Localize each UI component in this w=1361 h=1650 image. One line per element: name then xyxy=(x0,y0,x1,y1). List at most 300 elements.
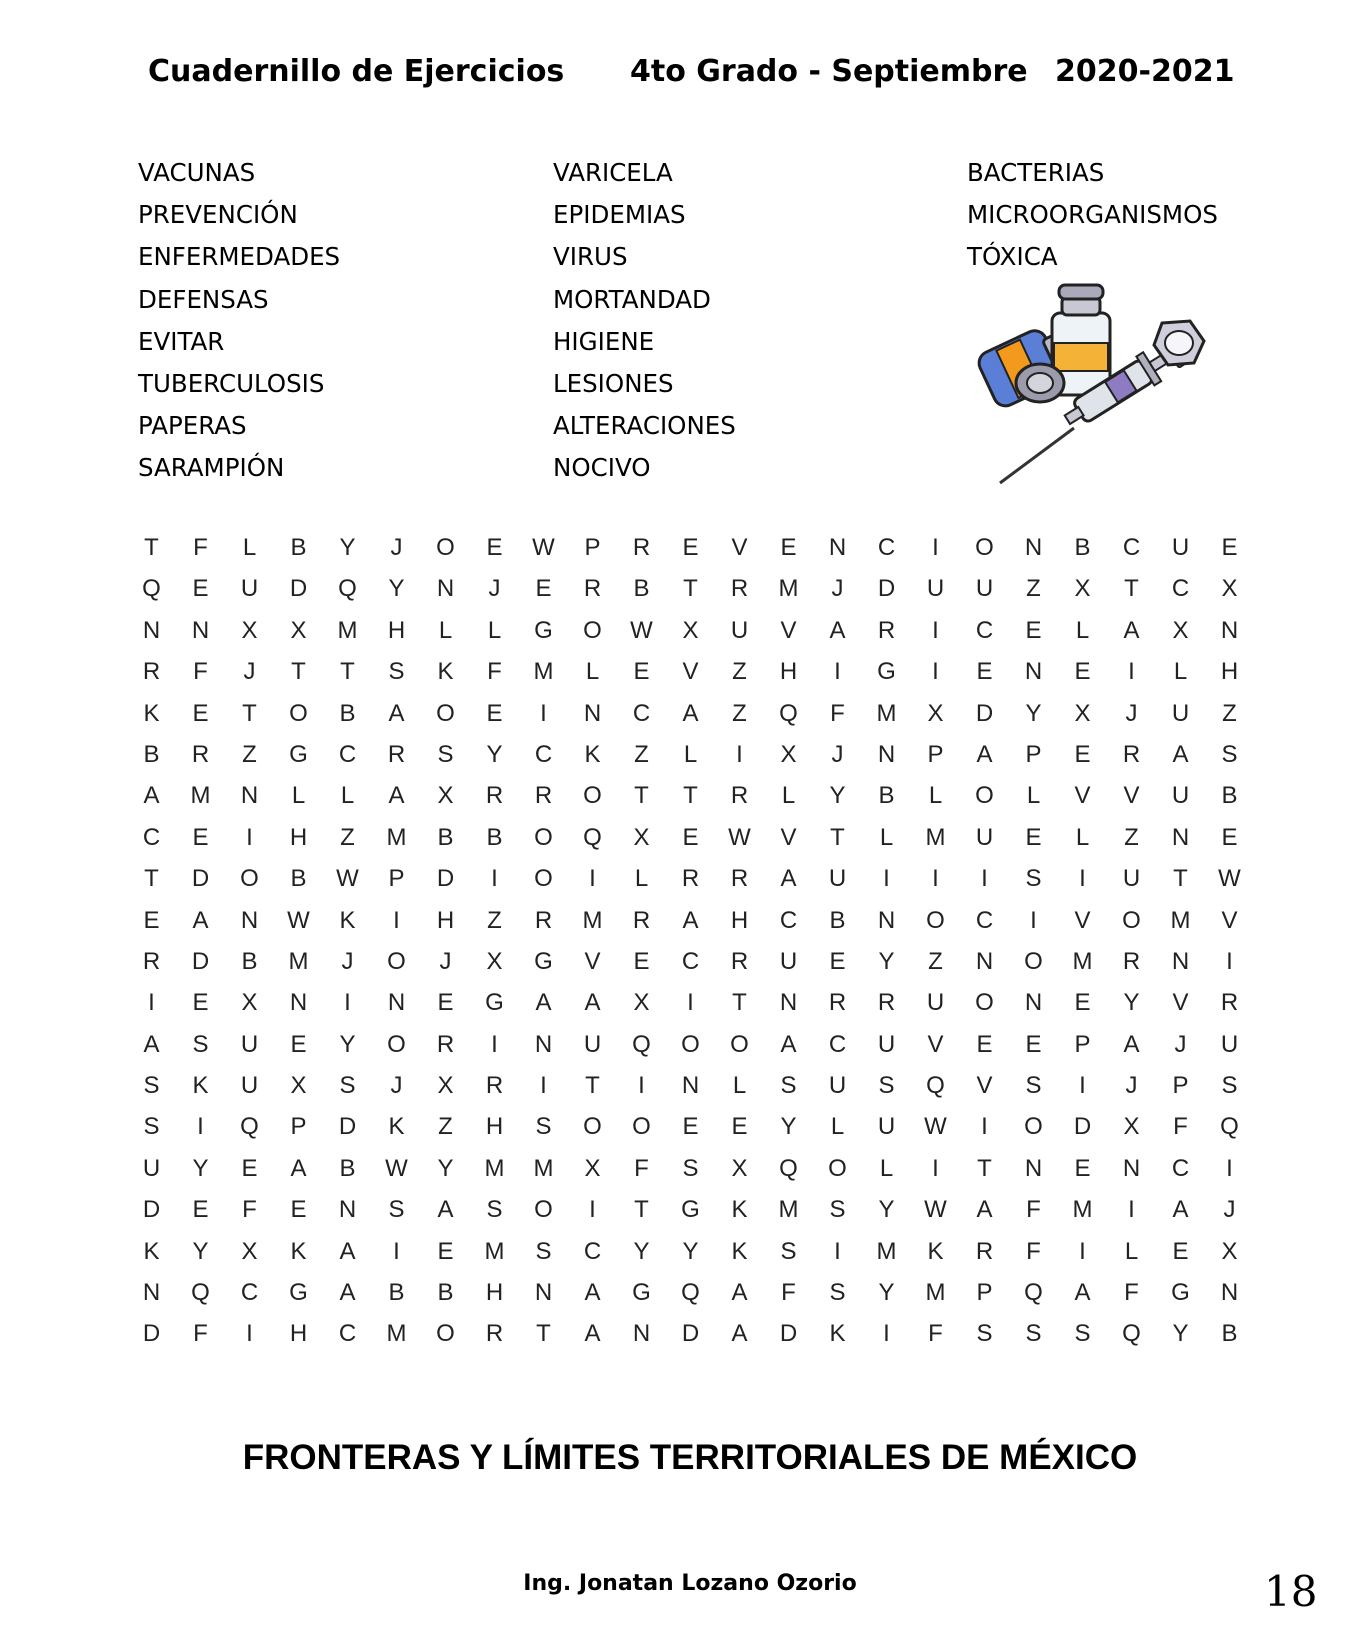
grid-letter: B xyxy=(1221,1320,1238,1348)
grid-letter: H xyxy=(730,906,749,934)
grid-letter: D xyxy=(877,575,896,603)
grid-letter: G xyxy=(289,1279,308,1307)
grid-letter: R xyxy=(730,782,749,810)
grid-letter: C xyxy=(975,616,994,644)
word-list-column-1 xyxy=(138,152,340,490)
grid-letter: S xyxy=(780,1072,797,1100)
grid-letter: N xyxy=(436,575,455,603)
grid-letter: E xyxy=(241,1154,258,1182)
grid-letter: M xyxy=(925,823,946,851)
grid-letter: N xyxy=(534,1030,553,1058)
grid-letter: X xyxy=(1221,1237,1238,1265)
grid-letter: E xyxy=(1025,1030,1042,1058)
grid-letter: O xyxy=(828,1154,847,1182)
grid-letter: A xyxy=(1123,616,1140,644)
grid-letter: A xyxy=(731,1320,748,1348)
grid-letter: Q xyxy=(1122,1320,1141,1348)
grid-letter: U xyxy=(877,1030,896,1058)
grid-letter: V xyxy=(1074,782,1091,810)
grid-letter: D xyxy=(338,1113,357,1141)
grid-letter: T xyxy=(291,658,306,686)
grid-letter: O xyxy=(583,782,602,810)
grid-letter: S xyxy=(1025,1072,1042,1100)
grid-letter: Y xyxy=(339,534,356,561)
grid-letter: F xyxy=(242,1196,257,1224)
grid-letter: R xyxy=(975,1237,994,1265)
grid-letter: T xyxy=(634,782,649,810)
grid-letter: R xyxy=(877,989,896,1017)
grid-letter: R xyxy=(142,658,161,686)
grid-letter: W xyxy=(1218,865,1241,893)
grid-letter: R xyxy=(1220,989,1239,1017)
grid-letter: T xyxy=(634,1196,649,1224)
grid-letter: R xyxy=(632,906,651,934)
grid-letter: I xyxy=(197,1113,204,1141)
grid-letter: O xyxy=(1024,1113,1043,1141)
grid-letter: X xyxy=(584,1154,601,1182)
grid-letter: G xyxy=(1171,1279,1190,1307)
grid-letter: Q xyxy=(240,1113,259,1141)
grid-letter: A xyxy=(829,616,846,644)
grid-letter: P xyxy=(1172,1072,1189,1100)
grid-letter: Z xyxy=(242,740,257,768)
grid-letter: S xyxy=(829,1279,846,1307)
grid-letter: I xyxy=(1128,658,1135,686)
grid-letter: N xyxy=(142,1279,161,1307)
grid-letter: V xyxy=(927,1030,944,1058)
grid-letter: F xyxy=(193,534,208,561)
grid-letter: G xyxy=(534,616,553,644)
grid-letter: X xyxy=(290,616,307,644)
grid-letter: D xyxy=(289,575,308,603)
grid-letter: R xyxy=(142,947,161,975)
grid-letter: D xyxy=(681,1320,700,1348)
grid-letter: Z xyxy=(1124,823,1139,851)
word-item: MORTANDAD xyxy=(553,284,711,314)
grid-letter: X xyxy=(437,782,454,810)
grid-letter: E xyxy=(486,534,503,561)
grid-letter: J xyxy=(390,534,403,561)
grid-letter: N xyxy=(240,906,259,934)
grid-letter: L xyxy=(1026,782,1041,810)
word-item: ENFERMEDADES xyxy=(138,242,341,272)
grid-letter: U xyxy=(828,865,847,893)
grid-letter: I xyxy=(246,1320,253,1348)
grid-letter: Y xyxy=(829,782,846,810)
grid-letter: A xyxy=(1172,1196,1189,1224)
grid-letter: L xyxy=(487,616,502,644)
grid-letter: C xyxy=(338,1320,357,1348)
grid-letter: D xyxy=(436,865,455,893)
grid-letter: Y xyxy=(1025,699,1042,727)
grid-letter: K xyxy=(290,1237,307,1265)
grid-letter: I xyxy=(246,823,253,851)
grid-letter: N xyxy=(289,989,308,1017)
grid-letter: O xyxy=(632,1113,651,1141)
grid-letter: K xyxy=(584,740,601,768)
grid-letter: K xyxy=(829,1320,846,1348)
grid-letter: U xyxy=(926,989,945,1017)
grid-letter: Q xyxy=(632,1030,651,1058)
grid-letter: Z xyxy=(634,740,649,768)
grid-letter: F xyxy=(781,1279,796,1307)
grid-letter: K xyxy=(388,1113,405,1141)
grid-letter: D xyxy=(142,1196,161,1224)
grid-letter: V xyxy=(682,658,699,686)
grid-letter: R xyxy=(730,947,749,975)
grid-letter: L xyxy=(1124,1237,1139,1265)
grid-letter: I xyxy=(1030,906,1037,934)
grid-letter: C xyxy=(1171,1154,1190,1182)
word-item: SARAMPIÓN xyxy=(138,453,285,483)
grid-letter: R xyxy=(730,575,749,603)
grid-letter: O xyxy=(681,1030,700,1058)
grid-letter: N xyxy=(1024,1154,1043,1182)
grid-letter: T xyxy=(732,989,747,1017)
grid-letter: S xyxy=(143,1072,160,1100)
grid-letter: F xyxy=(487,658,502,686)
grid-letter: G xyxy=(877,658,896,686)
grid-letter: N xyxy=(1171,823,1190,851)
grid-letter: N xyxy=(583,699,602,727)
grid-letter: U xyxy=(240,575,259,603)
grid-letter: U xyxy=(779,947,798,975)
grid-letter: L xyxy=(340,782,355,810)
grid-letter: V xyxy=(1123,782,1140,810)
grid-letter: Y xyxy=(780,1113,797,1141)
grid-letter: X xyxy=(241,989,258,1017)
grid-letter: Y xyxy=(388,575,405,603)
grid-letter: X xyxy=(290,1072,307,1100)
grid-letter: M xyxy=(876,1237,897,1265)
grid-letter: Y xyxy=(682,1237,699,1265)
grid-letter: T xyxy=(585,1072,600,1100)
grid-letter: U xyxy=(240,1072,259,1100)
grid-letter: L xyxy=(928,782,943,810)
grid-letter: Q xyxy=(191,1279,210,1307)
grid-letter: M xyxy=(778,575,799,603)
grid-letter: R xyxy=(730,865,749,893)
grid-letter: Q xyxy=(681,1279,700,1307)
grid-letter: S xyxy=(535,1113,552,1141)
grid-letter: R xyxy=(485,1072,504,1100)
grid-letter: X xyxy=(633,823,650,851)
grid-letter: E xyxy=(1172,1237,1189,1265)
grid-letter: X xyxy=(1074,575,1091,603)
page-header xyxy=(0,54,1361,98)
grid-letter: U xyxy=(730,616,749,644)
word-item: BACTERIAS xyxy=(967,158,1105,187)
grid-letter: O xyxy=(730,1030,749,1058)
grid-letter: K xyxy=(143,699,160,727)
grid-letter: H xyxy=(289,823,308,851)
grid-letter: X xyxy=(682,616,699,644)
grid-letter: R xyxy=(387,740,406,768)
grid-letter: B xyxy=(290,534,307,561)
grid-letter: X xyxy=(1074,699,1091,727)
grid-letter: X xyxy=(486,947,503,975)
grid-letter: G xyxy=(534,947,553,975)
grid-letter: M xyxy=(1170,906,1191,934)
grid-letter: Y xyxy=(878,947,895,975)
grid-letter: C xyxy=(975,906,994,934)
grid-letter: X xyxy=(1123,1113,1140,1141)
grid-letter: C xyxy=(583,1237,602,1265)
grid-letter: Q xyxy=(142,575,161,603)
grid-letter: A xyxy=(1172,740,1189,768)
grid-letter: R xyxy=(436,1030,455,1058)
grid-letter: Z xyxy=(438,1113,453,1141)
grid-letter: L xyxy=(781,782,796,810)
grid-letter: V xyxy=(976,1072,993,1100)
grid-letter: O xyxy=(1122,906,1141,934)
grid-letter: B xyxy=(878,782,895,810)
grid-letter: A xyxy=(143,1030,160,1058)
grid-letter: E xyxy=(1074,658,1091,686)
grid-letter: F xyxy=(928,1320,943,1348)
grid-letter: I xyxy=(1128,1196,1135,1224)
grid-letter: E xyxy=(290,1030,307,1058)
grid-letter: J xyxy=(1223,1196,1236,1224)
grid-letter: I xyxy=(932,616,939,644)
grid-letter: W xyxy=(532,534,555,561)
grid-letter: F xyxy=(1173,1113,1188,1141)
grid-letter: U xyxy=(975,823,994,851)
grid-letter: A xyxy=(339,1237,356,1265)
grid-letter: K xyxy=(339,906,356,934)
grid-letter: C xyxy=(828,1030,847,1058)
grid-letter: Z xyxy=(928,947,943,975)
grid-letter: E xyxy=(976,1030,993,1058)
grid-letter: C xyxy=(779,906,798,934)
grid-letter: I xyxy=(932,865,939,893)
grid-letter: E xyxy=(682,823,699,851)
grid-letter: I xyxy=(638,1072,645,1100)
grade-month: 4to Grado - Septiembre xyxy=(630,54,1028,89)
grid-letter: J xyxy=(488,575,501,603)
grid-letter: O xyxy=(436,1320,455,1348)
grid-letter: Y xyxy=(192,1237,209,1265)
grid-letter: T xyxy=(536,1320,551,1348)
grid-letter: Q xyxy=(1024,1279,1043,1307)
grid-letter: A xyxy=(1123,1030,1140,1058)
grid-letter: S xyxy=(339,1072,356,1100)
grid-letter: V xyxy=(584,947,601,975)
grid-letter: R xyxy=(828,989,847,1017)
grid-letter: Y xyxy=(1172,1320,1189,1348)
grid-letter: O xyxy=(240,865,259,893)
grid-letter: W xyxy=(385,1154,408,1182)
grid-letter: S xyxy=(437,740,454,768)
grid-letter: E xyxy=(780,534,797,561)
grid-letter: I xyxy=(736,740,743,768)
grid-letter: N xyxy=(681,1072,700,1100)
grid-letter: P xyxy=(290,1113,307,1141)
grid-letter: Z xyxy=(732,658,747,686)
grid-letter: S xyxy=(486,1196,503,1224)
grid-letter: M xyxy=(288,947,309,975)
grid-letter: R xyxy=(632,534,651,561)
grid-letter: T xyxy=(977,1154,992,1182)
grid-letter: U xyxy=(1171,782,1190,810)
grid-letter: A xyxy=(584,1279,601,1307)
word-search-grid xyxy=(127,527,1254,1355)
grid-letter: A xyxy=(388,699,405,727)
grid-letter: A xyxy=(584,989,601,1017)
grid-letter: O xyxy=(975,534,994,561)
grid-letter: C xyxy=(338,740,357,768)
grid-letter: F xyxy=(1124,1279,1139,1307)
grid-letter: D xyxy=(1073,1113,1092,1141)
word-item: DEFENSAS xyxy=(138,284,269,314)
grid-letter: X xyxy=(927,699,944,727)
grid-letter: P xyxy=(584,534,601,561)
grid-letter: L xyxy=(732,1072,747,1100)
grid-letter: F xyxy=(193,658,208,686)
grid-letter: S xyxy=(1025,865,1042,893)
grid-letter: I xyxy=(589,1196,596,1224)
grid-letter: I xyxy=(491,1030,498,1058)
grid-letter: A xyxy=(437,1196,454,1224)
grid-letter: I xyxy=(883,865,890,893)
grid-letter: I xyxy=(883,1320,890,1348)
grid-letter: U xyxy=(1122,865,1141,893)
grid-letter: A xyxy=(1074,1279,1091,1307)
grid-letter: N xyxy=(828,534,847,561)
grid-letter: W xyxy=(924,1113,947,1141)
word-item: TÓXICA xyxy=(967,242,1058,272)
grid-letter: R xyxy=(583,575,602,603)
grid-letter: U xyxy=(828,1072,847,1100)
grid-letter: N xyxy=(1220,616,1239,644)
grid-letter: W xyxy=(728,823,751,851)
school-year: 2020-2021 xyxy=(1055,54,1235,89)
word-item: EPIDEMIAS xyxy=(553,200,686,230)
grid-letter: B xyxy=(486,823,503,851)
grid-letter: A xyxy=(976,1196,993,1224)
grid-letter: I xyxy=(1226,1154,1233,1182)
grid-letter: I xyxy=(540,699,547,727)
grid-letter: R xyxy=(534,782,553,810)
grid-letter: E xyxy=(1221,823,1238,851)
grid-letter: T xyxy=(144,865,159,893)
grid-letter: H xyxy=(387,616,406,644)
grid-letter: R xyxy=(681,865,700,893)
grid-letter: C xyxy=(877,534,896,561)
grid-letter: S xyxy=(829,1196,846,1224)
grid-letter: R xyxy=(191,740,210,768)
grid-letter: H xyxy=(485,1279,504,1307)
grid-letter: M xyxy=(876,699,897,727)
word-item: HIGIENE xyxy=(553,326,655,356)
grid-letter: I xyxy=(981,865,988,893)
grid-letter: K xyxy=(731,1237,748,1265)
grid-letter: F xyxy=(634,1154,649,1182)
grid-letter: M xyxy=(925,1279,946,1307)
grid-letter: N xyxy=(1024,658,1043,686)
word-list-column-3 xyxy=(967,152,1218,279)
grid-letter: A xyxy=(731,1279,748,1307)
word-item: TUBERCULOSIS xyxy=(138,368,325,398)
grid-letter: N xyxy=(1220,1279,1239,1307)
grid-letter: B xyxy=(241,947,258,975)
word-item: ALTERACIONES xyxy=(553,411,736,441)
grid-letter: I xyxy=(491,865,498,893)
grid-letter: S xyxy=(780,1237,797,1265)
grid-letter: T xyxy=(340,658,355,686)
grid-letter: S xyxy=(388,658,405,686)
grid-letter: J xyxy=(243,658,256,686)
grid-letter: L xyxy=(683,740,698,768)
grid-letter: R xyxy=(877,616,896,644)
grid-letter: X xyxy=(731,1154,748,1182)
workbook-title: Cuadernillo de Ejercicios xyxy=(148,54,565,89)
grid-letter: B xyxy=(829,906,846,934)
grid-letter: V xyxy=(780,823,797,851)
grid-letter: M xyxy=(582,906,603,934)
grid-letter: Z xyxy=(487,906,502,934)
grid-letter: L xyxy=(1075,823,1090,851)
word-item: NOCIVO xyxy=(553,453,651,483)
grid-letter: E xyxy=(535,575,552,603)
grid-letter: U xyxy=(975,575,994,603)
grid-letter: L xyxy=(438,616,453,644)
grid-letter: A xyxy=(780,865,797,893)
grid-letter: X xyxy=(1221,575,1238,603)
grid-letter: O xyxy=(975,989,994,1017)
grid-letter: E xyxy=(437,989,454,1017)
grid-letter: I xyxy=(932,534,939,561)
grid-letter: I xyxy=(344,989,351,1017)
grid-letter: A xyxy=(388,782,405,810)
grid-letter: A xyxy=(584,1320,601,1348)
grid-letter: J xyxy=(341,947,354,975)
grid-letter: N xyxy=(1024,534,1043,561)
grid-letter: M xyxy=(190,782,211,810)
grid-letter: U xyxy=(240,1030,259,1058)
grid-letter: N xyxy=(387,989,406,1017)
word-item: LESIONES xyxy=(553,368,674,398)
grid-letter: E xyxy=(192,699,209,727)
grid-letter: O xyxy=(583,1113,602,1141)
word-item: VARICELA xyxy=(553,158,673,187)
grid-letter: A xyxy=(682,699,699,727)
grid-letter: L xyxy=(634,865,649,893)
grid-letter: E xyxy=(290,1196,307,1224)
grid-letter: B xyxy=(1074,534,1091,561)
grid-letter: I xyxy=(589,865,596,893)
word-item: EVITAR xyxy=(138,326,225,356)
grid-letter: M xyxy=(778,1196,799,1224)
grid-letter: M xyxy=(533,1154,554,1182)
grid-letter: J xyxy=(439,947,452,975)
grid-letter: N xyxy=(877,740,896,768)
grid-letter: Z xyxy=(340,823,355,851)
grid-letter: Y xyxy=(878,1196,895,1224)
grid-letter: E xyxy=(1025,823,1042,851)
grid-letter: I xyxy=(932,658,939,686)
grid-letter: U xyxy=(877,1113,896,1141)
grid-letter: E xyxy=(1074,740,1091,768)
grid-letter: C xyxy=(1122,534,1141,561)
grid-letter: V xyxy=(731,534,748,561)
grid-letter: S xyxy=(682,1154,699,1182)
grid-letter: P xyxy=(388,865,405,893)
grid-letter: G xyxy=(681,1196,700,1224)
grid-letter: E xyxy=(192,989,209,1017)
grid-letter: D xyxy=(191,865,210,893)
grid-letter: F xyxy=(830,699,845,727)
